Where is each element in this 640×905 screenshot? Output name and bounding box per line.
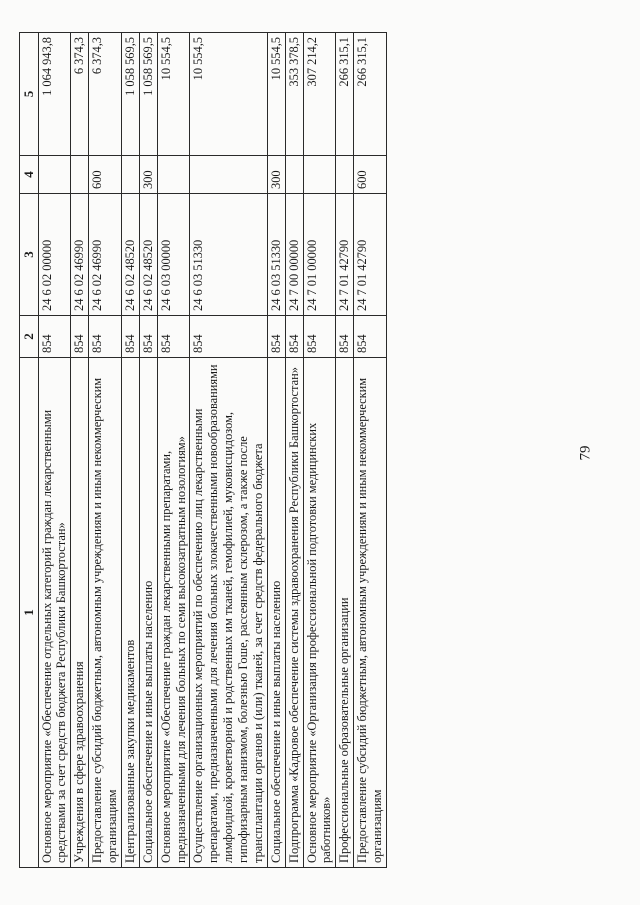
row-type: 600 <box>89 156 122 194</box>
row-name: Осуществление организационных мероприятий по обеспечению лиц лекарственными препаратами, предназначенными для лечения больных злокачественными новообразованиями лимфоидной, кроветворной и родственных им тканей, гемофилией, муковисцидозом, гипофизарным нанизмом, болезнью Гоше, рассеянным склерозом, а также после трансплантации органов и (или) тканей, за счет средств федерального бюджета <box>190 358 267 868</box>
row-name: Предоставление субсидий бюджетным, автономным учреждениям и иным некоммерческим организациям <box>354 358 387 868</box>
row-name: Профессиональные образовательные организации <box>336 358 354 868</box>
table-header-row <box>20 33 39 868</box>
row-name: Основное мероприятие «Обеспечение граждан лекарственными препаратами, предназначенными для лечения больных по семи высокозатратным нозологиям» <box>157 358 190 868</box>
table-row <box>38 33 71 868</box>
row-code: 854 <box>157 316 190 358</box>
row-code: 854 <box>303 316 336 358</box>
table-row <box>267 33 285 868</box>
row-amount: 1 058 569,5 <box>139 33 157 156</box>
row-amount: 307 214,2 <box>303 33 336 156</box>
row-type <box>157 156 190 194</box>
row-type: 600 <box>354 156 387 194</box>
row-target: 24 6 02 46990 <box>71 194 89 316</box>
row-target: 24 6 03 51330 <box>190 194 267 316</box>
row-type <box>336 156 354 194</box>
row-type <box>121 156 139 194</box>
table-row <box>285 33 303 868</box>
row-name: Учреждения в сфере здравоохранения <box>71 358 89 868</box>
row-target: 24 6 03 51330 <box>267 194 285 316</box>
table-row <box>190 33 267 868</box>
row-name: Социальное обеспечение и иные выплаты населению <box>139 358 157 868</box>
table-row <box>336 33 354 868</box>
row-amount: 353 378,5 <box>285 33 303 156</box>
row-amount: 1 064 943,8 <box>38 33 71 156</box>
row-target: 24 6 02 46990 <box>89 194 122 316</box>
row-code: 854 <box>71 316 89 358</box>
table-row <box>303 33 336 868</box>
header-col-2: 2 <box>20 316 39 358</box>
row-target: 24 7 01 00000 <box>303 194 336 316</box>
row-type: 300 <box>267 156 285 194</box>
table-row <box>89 33 122 868</box>
row-target: 24 7 01 42790 <box>354 194 387 316</box>
row-amount: 10 554,5 <box>190 33 267 156</box>
row-code: 854 <box>285 316 303 358</box>
table-row <box>354 33 387 868</box>
page-number: 79 <box>577 445 594 461</box>
row-code: 854 <box>354 316 387 358</box>
row-code: 854 <box>38 316 71 358</box>
header-col-3: 3 <box>20 194 39 316</box>
table-row <box>71 33 89 868</box>
row-target: 24 6 02 00000 <box>38 194 71 316</box>
row-name: Подпрограмма «Кадровое обеспечение системы здравоохранения Республики Башкортостан» <box>285 358 303 868</box>
row-name: Централизованные закупки медикаментов <box>121 358 139 868</box>
rotated-page <box>19 33 609 868</box>
row-amount: 10 554,5 <box>267 33 285 156</box>
row-name: Основное мероприятие «Организация профессиональной подготовки медицинских работников» <box>303 358 336 868</box>
header-col-4: 4 <box>20 156 39 194</box>
row-target: 24 7 01 42790 <box>336 194 354 316</box>
row-amount: 6 374,3 <box>89 33 122 156</box>
row-type <box>303 156 336 194</box>
row-target: 24 6 03 00000 <box>157 194 190 316</box>
budget-table <box>19 32 387 868</box>
row-amount: 266 315,1 <box>354 33 387 156</box>
row-code: 854 <box>190 316 267 358</box>
row-code: 854 <box>89 316 122 358</box>
row-type <box>71 156 89 194</box>
row-code: 854 <box>121 316 139 358</box>
table-row <box>121 33 139 868</box>
header-col-1: 1 <box>20 358 39 868</box>
row-code: 854 <box>139 316 157 358</box>
row-amount: 266 315,1 <box>336 33 354 156</box>
row-amount: 1 058 569,5 <box>121 33 139 156</box>
row-name: Социальное обеспечение и иные выплаты населению <box>267 358 285 868</box>
header-col-5: 5 <box>20 33 39 156</box>
row-target: 24 6 02 48520 <box>121 194 139 316</box>
row-name: Основное мероприятие «Обеспечение отдельных категорий граждан лекарственными средствами за счет средств бюджета Республики Башкортостан» <box>38 358 71 868</box>
row-name: Предоставление субсидий бюджетным, автономным учреждениям и иным некоммерческим организациям <box>89 358 122 868</box>
row-target: 24 7 00 00000 <box>285 194 303 316</box>
row-type: 300 <box>139 156 157 194</box>
table-row <box>139 33 157 868</box>
row-type <box>38 156 71 194</box>
row-type <box>190 156 267 194</box>
table-row <box>157 33 190 868</box>
row-code: 854 <box>336 316 354 358</box>
row-amount: 10 554,5 <box>157 33 190 156</box>
row-target: 24 6 02 48520 <box>139 194 157 316</box>
row-code: 854 <box>267 316 285 358</box>
row-type <box>285 156 303 194</box>
row-amount: 6 374,3 <box>71 33 89 156</box>
